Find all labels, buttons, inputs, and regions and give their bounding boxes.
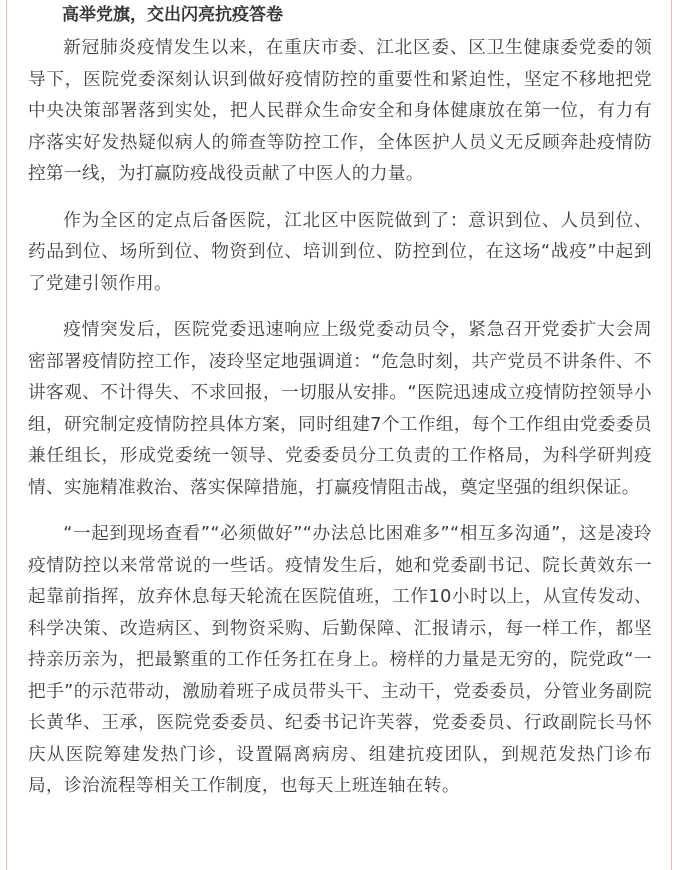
paragraph-party-response: 疫情突发后，医院党委迅速响应上级党委动员令，紧急召开党委扩大会周密部署疫情防控工作，凌玲坚定地强调道：“危急时刻，共产党员不讲条件、不讲客观、不计得失、不求回报，一切服从安排。“医院迅速成立疫情防控领导小组，研究制定疫情防控具体方案，同时组建7个工作组，每个工作组由党委委员兼任组长，形成党委统一领导、党委委员分工负责的工作格局，为科学研判疫情、实施精准救治、落实保障措施，打赢疫情阻击战，奠定坚强的组织保证。 — [28, 320, 652, 498]
paragraph-designated-hospital: 作为全区的定点后备医院，江北区中医院做到了：意识到位、人员到位、药品到位、场所到位、物资到位、培训到位、防控到位，在这场“战疫”中起到了党建引领作用。 — [28, 210, 652, 294]
paragraph-intro: 新冠肺炎疫情发生以来，在重庆市委、江北区委、区卫生健康委党委的领导下，医院党委深刻认识到做好疫情防控的重要性和紧迫性，坚定不移地把党中央决策部署落到实处，把人民群众生命安全和身体健康放在第一位，有力有序落实好发热疑似病人的筛查等防控工作，全体医护人员义无反顾奔赴疫情防控第一线，为打赢防疫战役贡献了中医人的力量。 — [28, 38, 652, 184]
section-heading: 高举党旗，交出闪亮抗疫答卷 — [62, 5, 283, 25]
article-body — [28, 0, 652, 818]
paragraph-leadership: “一起到现场查看”“必须做好”“办法总比困难多”“相互多沟通”，这是凌玲疫情防控以来常常说的一些话。疫情发生后，她和党委副书记、院长黄效东一起靠前指挥，放弃休息每天轮流在医院值班，工作10小时以上，从宣传发动、科学决策、改造病区、到物资采购、后勤保障、汇报请示，每一样工作，都坚持亲历亲为，把最繁重的工作任务扛在身上。榜样的力量是无穷的，院党政“一把手”的示范带动，激励着班子成员带头干、主动干，党委委员，分管业务副院长黄华、王承，医院党委委员、纪委书记许芙蓉，党委委员、行政副院长马怀庆从医院筹建发热门诊，设置隔离病房、组建抗疫团队，到规范发热门诊布局，诊治流程等相关工作制度，也每天上班连轴在转。 — [28, 524, 652, 796]
